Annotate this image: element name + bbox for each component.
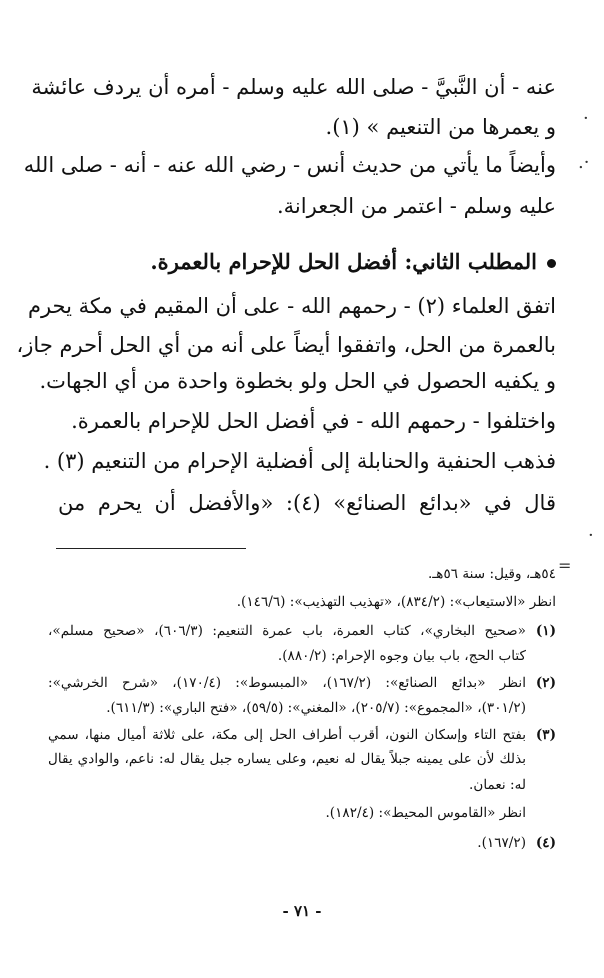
margin-mark: · — [583, 108, 589, 129]
body-line: فذهب الحنفية والحنابلة إلى أفضلية الإحرام من التنعيم (٣) . — [43, 449, 556, 473]
section-heading — [58, 247, 556, 277]
footnote-number: (٤) — [535, 835, 556, 851]
footnote-line: كتاب الحج، باب بيان وجوه الإحرام: (٨٨٠/٢). — [277, 648, 526, 664]
margin-mark: ·. — [578, 152, 590, 173]
footnote-number: (٣) — [535, 727, 556, 743]
margin-mark: · — [588, 525, 594, 546]
footnote-divider — [56, 548, 246, 549]
body-line: وأيضاً ما يأتي من حديث أنس - رضي الله عنه - أنه - صلى الله — [23, 153, 556, 177]
footnote-line: انظر «بدائع الصنائع»: (١٦٧/٢)، «المبسوط»: (١٧٠/٤)، «شرح الخرشي»: — [48, 675, 526, 691]
footnote-line: «صحيح البخاري»، كتاب العمرة، باب عمرة التنعيم: (٦٠٦/٣)، «صحيح مسلم»، — [48, 623, 526, 639]
bullet-icon — [547, 259, 556, 268]
body-line: و يعمرها من التنعيم » (١). — [325, 115, 556, 139]
footnote-continuation-line: انظر «الاستيعاب»: (٨٣٤/٢)، «تهذيب التهذيب»: (١٤٦/٦). — [236, 594, 556, 610]
footnote-number: (١) — [535, 623, 556, 639]
footnote-continuation-line: ٥٤هـ، وقيل: سنة ٥٦هـ. — [427, 566, 556, 582]
footnote-number: (٢) — [535, 675, 556, 691]
page-number: - ٧١ - — [282, 902, 322, 920]
footnote-1 — [48, 620, 556, 664]
footnote-3 — [48, 724, 556, 824]
body-line: اتفق العلماء (٢) - رحمهم الله - على أن المقيم في مكة يحرم — [27, 294, 556, 318]
footnote-line: انظر «القاموس المحيط»: (١٨٢/٤). — [325, 805, 526, 821]
body-line: عليه وسلم - اعتمر من الجعرانة. — [277, 194, 556, 218]
footnote-line: بفتح التاء وإسكان النون، أقرب أطراف الحل إلى مكة، على ثلاثة أميال منها، سمي — [48, 727, 526, 743]
footnote-line: (١٦٧/٢). — [477, 835, 526, 851]
body-line: عنه - أن النَّبيَّ - صلى الله عليه وسلم - أمره أن يردف عائشة — [31, 75, 556, 99]
section-heading-text: المطلب الثاني: أفضل الحل للإحرام بالعمرة. — [150, 249, 537, 274]
footnote-line: له: نعمان. — [469, 777, 526, 793]
footnote-2 — [48, 672, 556, 716]
body-line: واختلفوا - رحمهم الله - في أفضل الحل للإحرام بالعمرة. — [71, 409, 556, 433]
footnote-line: (٣٠١/٢)، «المجموع»: (٢٠٥/٧)، «المغني»: (٥٩/٥)، «فتح الباري»: (٦١١/٣). — [106, 700, 526, 716]
body-line: و يكفيه الحصول في الحل ولو بخطوة واحدة من أي الجهات. — [39, 369, 556, 393]
margin-mark: = — [558, 556, 572, 575]
body-line: قال في «بدائع الصنائع» (٤): «والأفضل أن يحرم من — [58, 491, 556, 515]
body-line: بالعمرة من الحل، واتفقوا أيضاً على أنه من أي الحل أحرم جاز، — [16, 333, 556, 357]
footnote-line: بذلك لأن على يمينه جبلاً يقال له نعيم، وعلى يساره جبل يقال له: ناعم، والوادي يقال — [48, 751, 526, 767]
